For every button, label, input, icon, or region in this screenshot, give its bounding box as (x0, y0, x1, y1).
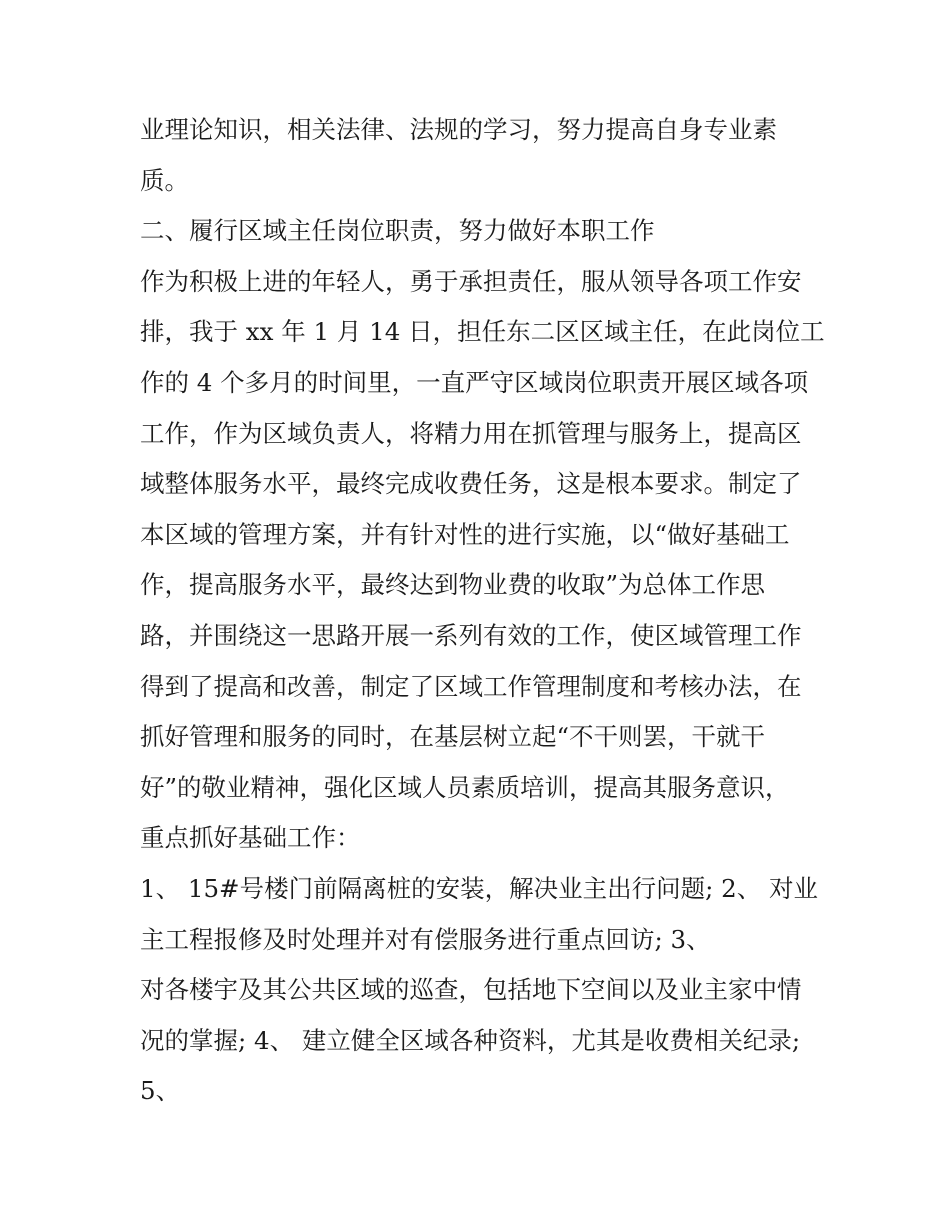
section-heading: 二、履行区域主任岗位职责，努力做好本职工作 (140, 216, 655, 246)
text-line: 作，提高服务水平，最终达到物业费的收取”为总体工作思 (140, 570, 766, 600)
text-line: 作为积极上进的年轻人，勇于承担责任，服从领导各项工作安 (140, 266, 802, 296)
list-line: 对各楼宇及其公共区域的巡查，包括地下空间以及业主家中情 (140, 975, 802, 1005)
text-line: 域整体服务水平，最终完成收费任务，这是根本要求。制定了 (140, 469, 802, 499)
document-body (140, 105, 840, 1117)
text-line: 工作，作为区域负责人，将精力用在抓管理与服务上，提高区 (140, 418, 802, 448)
list-line: 主工程报修及时处理并对有偿服务进行重点回访; 3、 (140, 924, 711, 954)
text-line: 重点抓好基础工作： (140, 823, 361, 853)
text-line: 路，并围绕这一思路开展一系列有效的工作，使区域管理工作 (140, 620, 802, 650)
text-line: 得到了提高和改善，制定了区域工作管理制度和考核办法，在 (140, 671, 802, 701)
text-line: 作的 4 个多月的时间里，一直严守区域岗位职责开展区域各项 (140, 367, 809, 397)
text-line: 抓好管理和服务的同时，在基层树立起“不干则罢，干就干 (140, 722, 766, 752)
list-line: 况的掌握; 4、 建立健全区域各种资料，尤其是收费相关纪录; (140, 1025, 801, 1055)
text-line: 质。 (140, 165, 189, 195)
text-line: 排，我于 xx 年 1 月 14 日，担任东二区区域主任，在此岗位工 (140, 317, 825, 347)
text-line: 本区域的管理方案，并有针对性的进行实施，以“做好基础工 (140, 519, 790, 549)
text-line: 业理论知识，相关法律、法规的学习，努力提高自身专业素 (140, 115, 777, 144)
list-line: 1、 15#号楼门前隔离桩的安装，解决业主出行问题; 2、 对业 (140, 873, 818, 903)
text-line: 好”的敬业精神，强化区域人员素质培训，提高其服务意识， (140, 772, 790, 802)
list-line: 5、 (140, 1076, 181, 1106)
